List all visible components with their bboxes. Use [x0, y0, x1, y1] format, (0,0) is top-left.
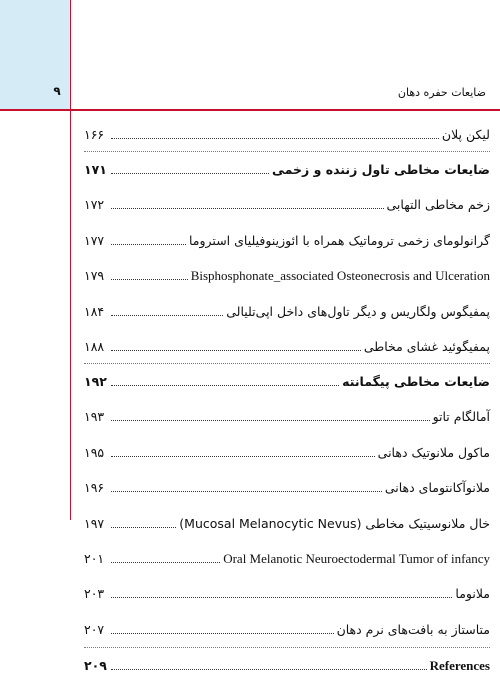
toc-entry-title: زخم مخاطی التهابی	[386, 197, 490, 212]
toc-entry[interactable]	[84, 513, 490, 535]
dot-leader	[111, 230, 186, 245]
dot-leader	[111, 619, 334, 634]
dot-leader	[111, 583, 452, 598]
toc-page-number: ۱۹۳	[84, 409, 105, 424]
toc-page-number: ۲۰۹	[84, 658, 107, 673]
toc-entry[interactable]	[84, 230, 490, 252]
toc-page-number: ۱۹۷	[84, 516, 105, 531]
toc-entry[interactable]	[84, 583, 490, 605]
dot-leader	[111, 548, 220, 563]
dot-leader	[111, 124, 439, 139]
toc-entry[interactable]	[84, 159, 490, 181]
toc-entry-title: متاستاز به بافت‌های نرم دهان	[336, 622, 490, 637]
section-divider	[84, 151, 490, 152]
dot-leader	[111, 371, 339, 386]
dot-leader	[111, 159, 269, 174]
toc-page-number: ۱۹۲	[84, 374, 107, 389]
toc-entry[interactable]	[84, 265, 490, 287]
dot-leader	[111, 301, 223, 316]
toc-page-number: ۱۶۶	[84, 127, 105, 142]
toc-entry-title: ضایعات مخاطی پیگمانته	[342, 374, 490, 389]
toc-page-number: ۲۰۳	[84, 586, 105, 601]
toc-entry[interactable]	[84, 124, 490, 146]
dot-leader	[111, 477, 382, 492]
toc-entry[interactable]	[84, 442, 490, 464]
running-header-title: ضایعات حفره دهان	[397, 86, 486, 99]
header-rule	[0, 109, 500, 111]
toc-entry[interactable]	[84, 477, 490, 499]
toc-page-number: ۱۸۴	[84, 304, 105, 319]
toc-entry-title: لیکن پلان	[441, 127, 490, 142]
margin-rule	[70, 0, 71, 520]
section-divider	[84, 647, 490, 648]
toc-entry[interactable]	[84, 655, 490, 677]
toc-entry-title: پمفیگوس ولگاریس و دیگر تاول‌های داخل اپی‌تلیالی	[226, 304, 490, 319]
toc-entry-title: پمفیگوئید غشای مخاطی	[363, 339, 490, 354]
toc-page-number: ۲۰۷	[84, 622, 105, 637]
toc-entry-title: گرانولومای زخمی تروماتیک همراه با ائوزینوفیلیای استروما	[188, 233, 490, 248]
toc-entry[interactable]	[84, 194, 490, 216]
toc-page-number: ۱۷۱	[84, 162, 107, 177]
dot-leader	[111, 442, 375, 457]
toc-page-number: ۱۸۸	[84, 339, 105, 354]
section-divider	[84, 363, 490, 364]
page-number: ۹	[53, 84, 61, 98]
toc-entry[interactable]	[84, 619, 490, 641]
toc-entry[interactable]	[84, 406, 490, 428]
toc-entry-title: Bisphosphonate_associated Osteonecrosis and Ulceration	[190, 268, 490, 283]
toc-entry[interactable]	[84, 336, 490, 358]
toc-page-number: ۲۰۱	[84, 551, 105, 566]
toc-page-number: ۱۷۷	[84, 233, 105, 248]
dot-leader	[111, 513, 176, 528]
dot-leader	[111, 265, 188, 280]
toc-entry-title: آمالگام تاتو	[432, 409, 490, 424]
dot-leader	[111, 406, 430, 421]
toc-entry[interactable]	[84, 301, 490, 323]
toc-entry-title: خال ملانوسیتیک مخاطی (Mucosal Melanocytic Nevus)	[179, 516, 490, 531]
dot-leader	[111, 194, 384, 209]
toc-entry-title: ضایعات مخاطی تاول زننده و زخمی	[272, 162, 490, 177]
toc-entry-title: ماکول ملانوتیک دهانی	[377, 445, 490, 460]
dot-leader	[111, 336, 361, 351]
toc-page-number: ۱۹۶	[84, 480, 105, 495]
toc-entry-title: Oral Melanotic Neuroectodermal Tumor of infancy	[223, 551, 490, 566]
toc-entry-title: References	[429, 658, 490, 673]
dot-leader	[111, 655, 427, 670]
toc-page-number: ۱۷۲	[84, 197, 105, 212]
toc-entry-title: ملانوما	[455, 586, 490, 601]
toc-entry[interactable]	[84, 548, 490, 570]
toc-page-number: ۱۷۹	[84, 268, 105, 283]
toc-entry[interactable]	[84, 371, 490, 393]
toc-page-number: ۱۹۵	[84, 445, 105, 460]
toc-entry-title: ملانوآکانتومای دهانی	[384, 480, 490, 495]
